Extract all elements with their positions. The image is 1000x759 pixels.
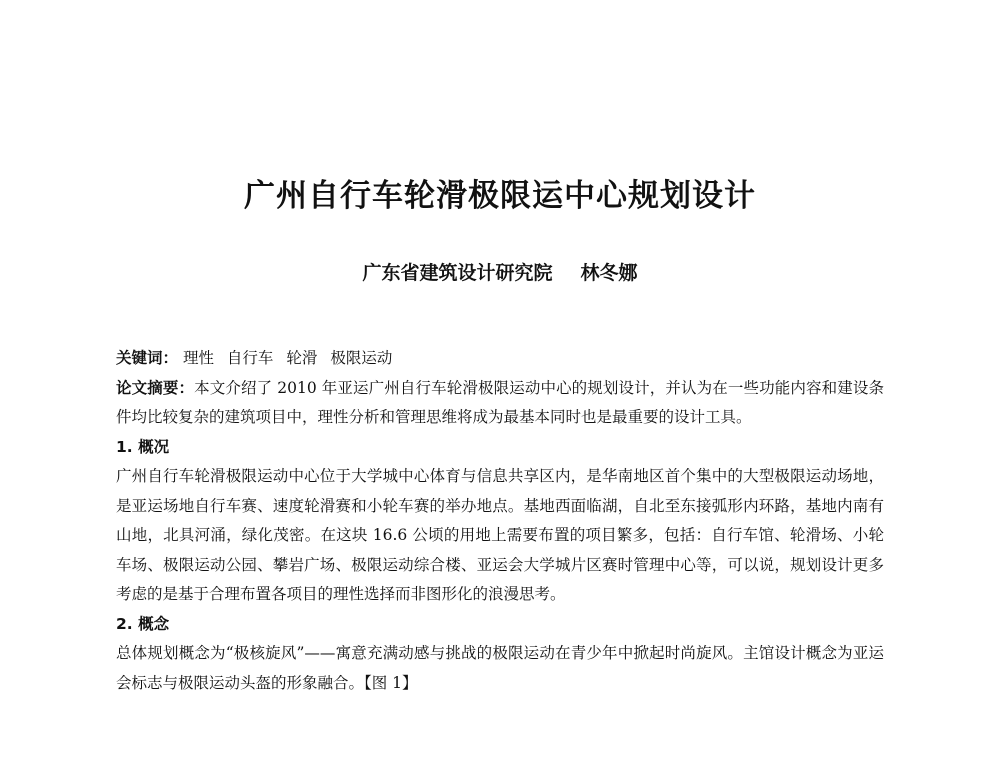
byline: [0, 258, 1000, 285]
keywords-line: [116, 344, 884, 374]
keyword: 轮滑: [286, 349, 318, 367]
paper-title: 广州自行车轮滑极限运中心规划设计: [244, 178, 756, 214]
abstract-paragraph: [116, 374, 884, 433]
abstract-label: 论文摘要：: [116, 378, 195, 397]
keywords-label: 关键词：: [116, 349, 179, 367]
keyword: 理性: [182, 349, 214, 367]
section-heading: 1. 概况: [116, 437, 170, 456]
section-paragraph: 总体规划概念为“极核旋风”——寓意充满动感与挑战的极限运动在青少年中掀起时尚旋风。主馆设计概念为亚运会标志与极限运动头盔的形象融合。【图 1】: [116, 644, 884, 692]
affiliation: 广东省建筑设计研究院: [362, 262, 553, 284]
section-heading: 2. 概念: [116, 614, 170, 633]
paper-body: [116, 344, 884, 698]
keyword: 极限运动: [330, 349, 393, 367]
section-paragraph: 广州自行车轮滑极限运动中心位于大学城中心体育与信息共享区内，是华南地区首个集中的大型极限运动场地，是亚运场地自行车赛、速度轮滑赛和小轮车赛的举办地点。基地西面临湖，自北至东接弧形内环路，基地内南有山地，北具河涌，绿化茂密。在这块 16.6 公顷的用地上需要布置的项目繁多，包括：自行车馆、轮滑场、小轮车场、极限运动公园、攀岩广场、极限运动综合楼、亚运会大学城片区赛时管理中心等，可以说，规划设计更多考虑的是基于合理布置各项目的理性选择而非图形化的浪漫思考。: [116, 467, 884, 603]
author-name: 林冬娜: [580, 262, 638, 284]
keyword: 自行车: [226, 349, 274, 367]
abstract-text: 本文介绍了 2010 年亚运广州自行车轮滑极限运动中心的规划设计，并认为在一些功能内容和建设条件均比较复杂的建筑项目中，理性分析和管理思维将成为最基本同时也是最重要的设计工具。: [116, 378, 884, 426]
